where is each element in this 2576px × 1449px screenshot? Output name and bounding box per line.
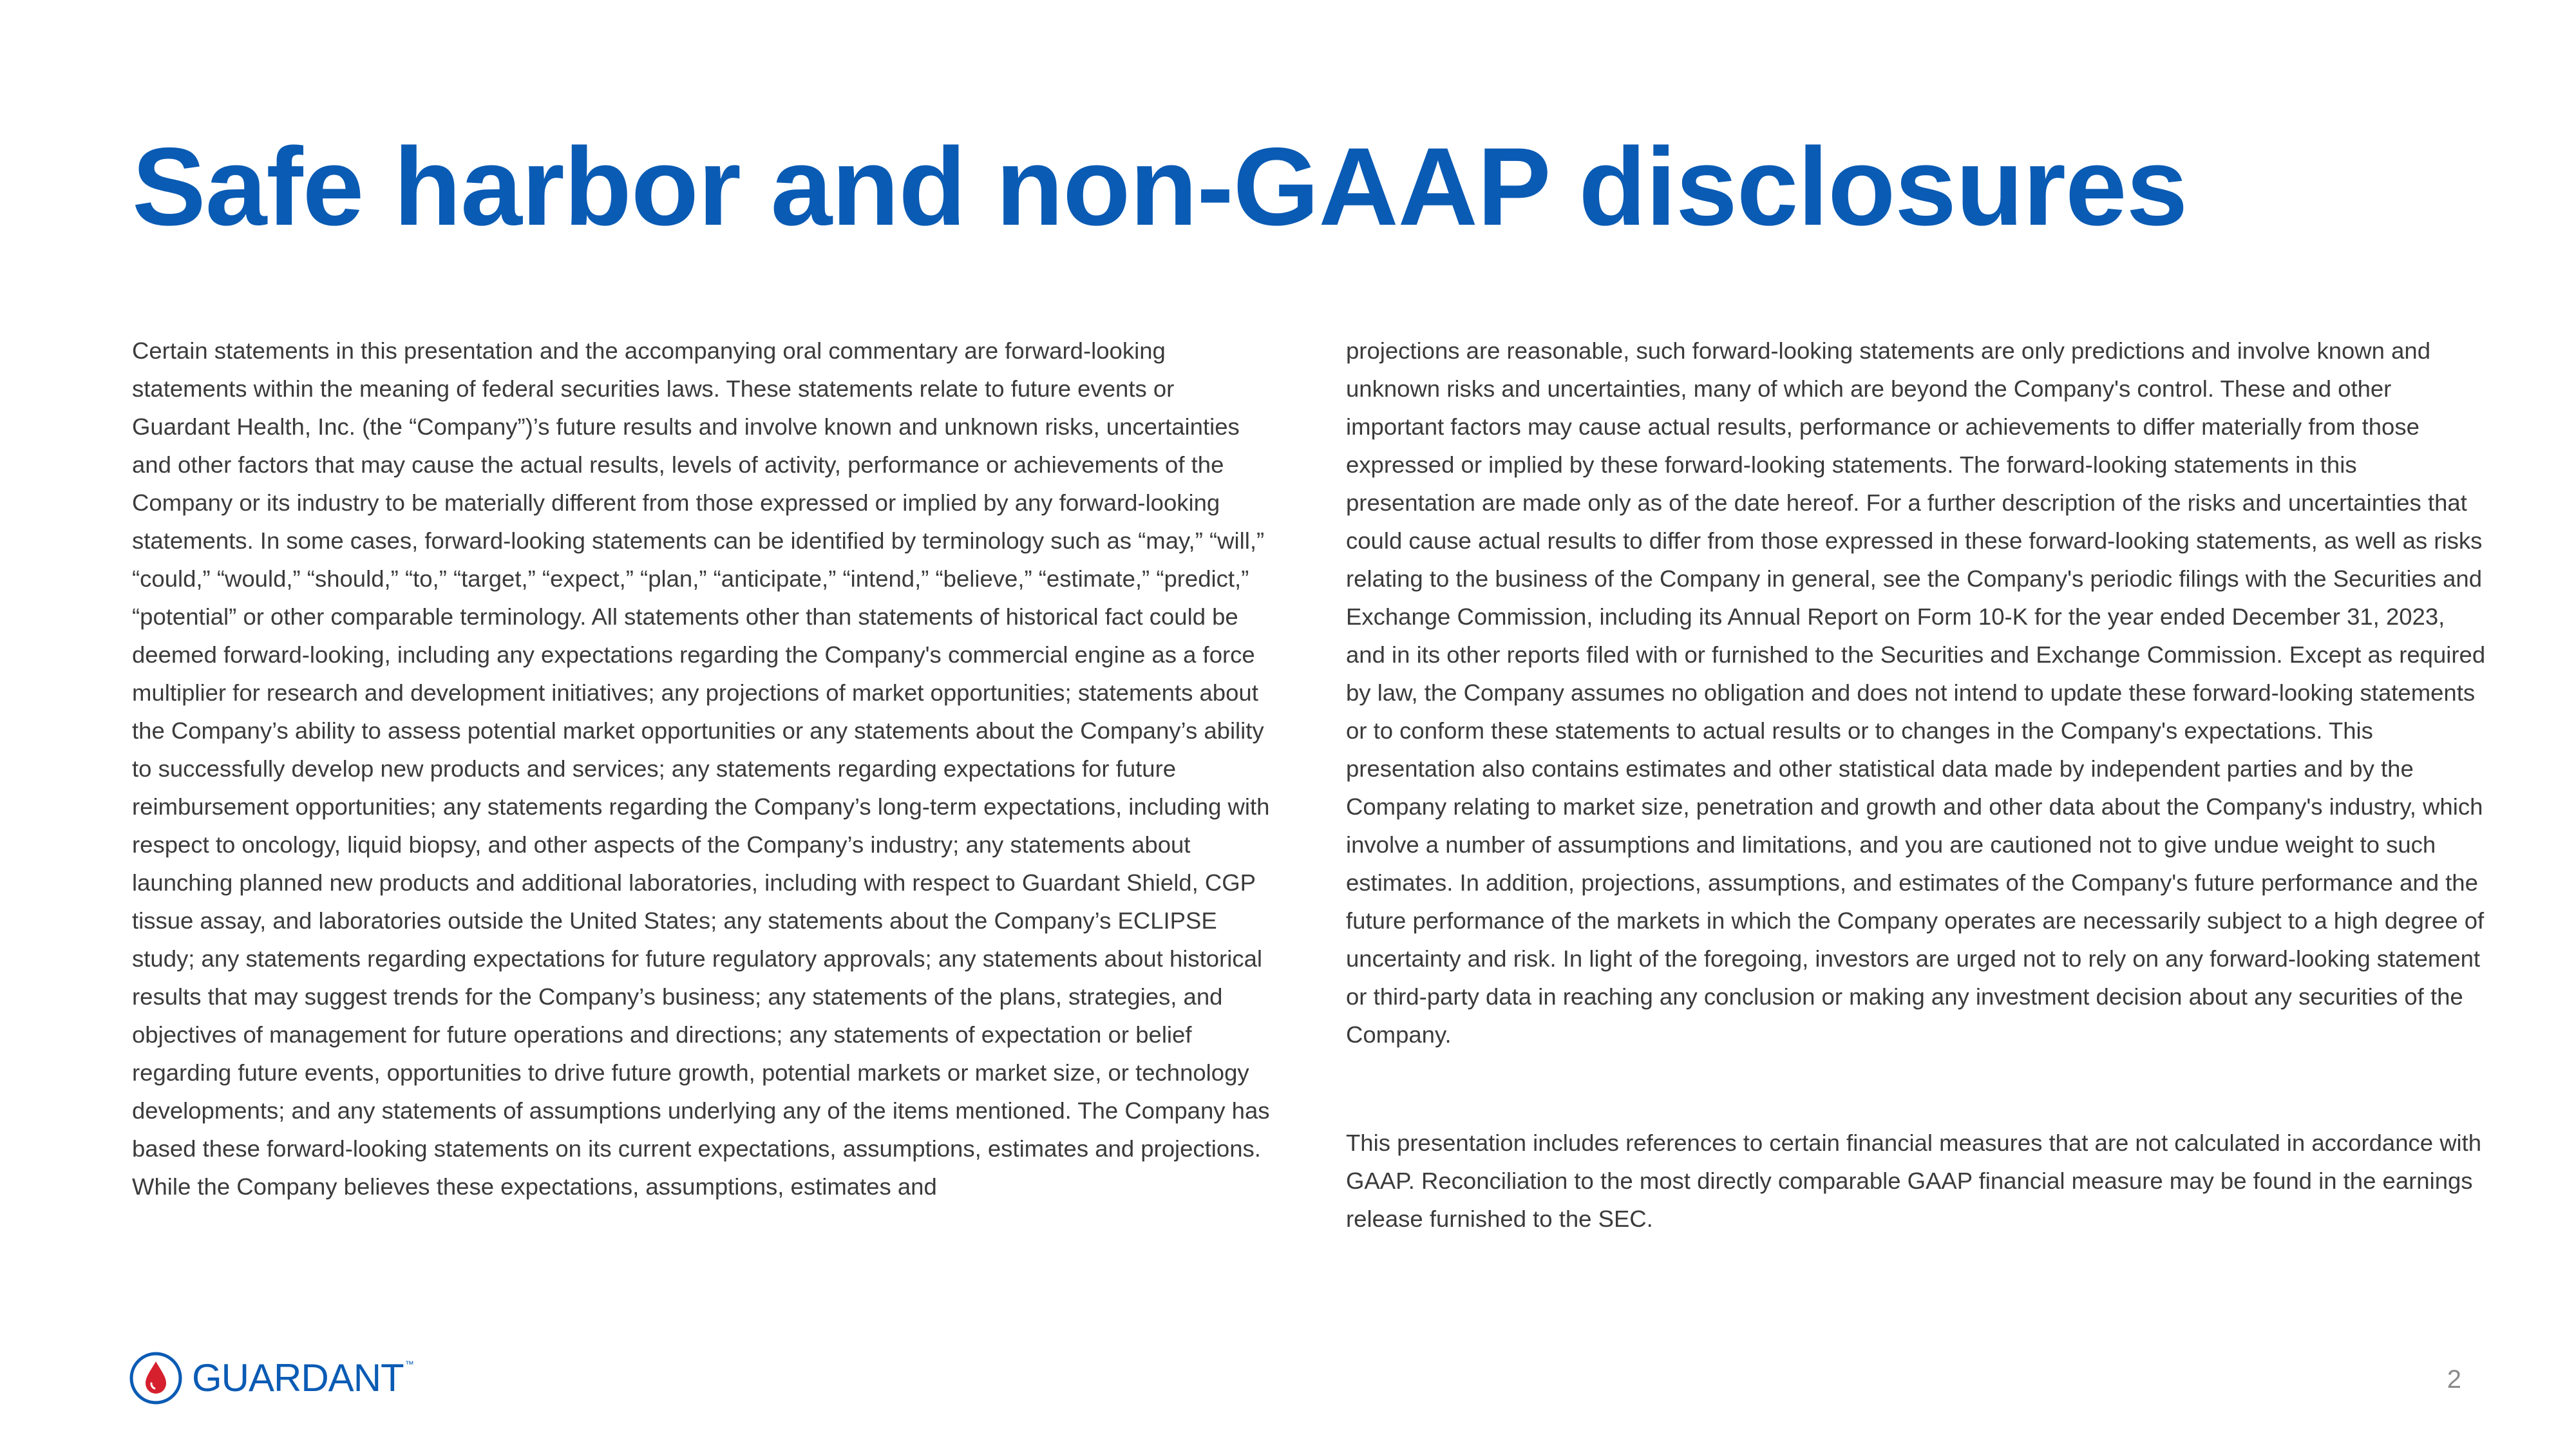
page-number: 2 bbox=[2447, 1365, 2461, 1394]
page-title: Safe harbor and non-GAAP disclosures bbox=[132, 125, 2188, 249]
safe-harbor-paragraph: Certain statements in this presentation and the accompanying oral commentary are forward-looking statements within the meaning of federal securities laws. These statements relate to future events or Guardant Health, Inc. (the “Company”)’s future results and involve known and unknown risks, uncertainties and other factors that may cause the actual results, levels of activity, performance or achievements of the Company or its industry to be materially different from those expressed or implied by any forward-looking statements. In some cases, forward-looking statements can be identified by terminology such as “may,” “will,” “could,” “would,” “should,” “to,” “target,” “expect,” “plan,” “anticipate,” “intend,” “believe,” “estimate,” “predict,” “potential” or other comparable terminology. All statements other than statements of historical fact could be deemed forward-looking, including any expectations regarding the Company's commercial engine as a force multiplier for research and development initiatives; any projections of market opportunities; statements about the Company’s ability to assess potential market opportunities or any statements about the Company’s ability to successfully develop new products and services; any statements regarding expectations for future reimbursement opportunities; any statements regarding the Company’s long-term expectations, including with respect to oncology, liquid biopsy, and other aspects of the Company’s industry; any statements about launching planned new products and additional laboratories, including with respect to Guardant Shield, CGP tissue assay, and laboratories outside the United States; any statements about the Company’s ECLIPSE study; any statements regarding expectations for future regulatory approvals; any statements about historical results that may suggest trends for the Company’s business; any statements of the plans, strategies, and objectives of management for future operations and directions; any statements of expectation or belief regarding future events, opportunities to drive future growth, potential markets or market size, or technology developments; and any statements of assumptions underlying any of the items mentioned. The Company has based these forward-looking statements on its current expectations, assumptions, estimates and projections. While the Company believes these expectations, assumptions, estimates and bbox=[132, 337, 1270, 1200]
guardant-logo bbox=[129, 1349, 413, 1407]
safe-harbor-paragraph-continued: projections are reasonable, such forward-looking statements are only predictions and involve known and unknown risks and uncertainties, many of which are beyond the Company's control. These and other important factors may cause actual results, performance or achievements to differ materially from those expressed or implied by these forward-looking statements. The forward-looking statements in this presentation are made only as of the date hereof. For a further description of the risks and uncertainties that could cause actual results to differ from those expressed in these forward-looking statements, as well as risks relating to the business of the Company in general, see the Company's periodic filings with the Securities and Exchange Commission, including its Annual Report on Form 10-K for the year ended December 31, 2023, and in its other reports filed with or furnished to the Securities and Exchange Commission. Except as required by law, the Company assumes no obligation and does not intend to update these forward-looking statements or to conform these statements to actual results or to changes in the Company's expectations. This presentation also contains estimates and other statistical data made by independent parties and by the Company relating to market size, penetration and growth and other data about the Company's industry, which involve a number of assumptions and limitations, and you are cautioned not to give undue weight to such estimates. In addition, projections, assumptions, and estimates of the Company's future performance and the future performance of the markets in which the Company operates are necessarily subject to a high degree of uncertainty and risk. In light of the foregoing, investors are urged not to rely on any forward-looking statement or third-party data in reaching any conclusion or making any investment decision about any securities of the Company. bbox=[1346, 337, 2486, 1048]
logo-wordmark bbox=[192, 1351, 413, 1405]
logo-text: GUARDANT bbox=[192, 1356, 404, 1399]
logo-trademark: ™ bbox=[404, 1359, 413, 1369]
non-gaap-paragraph: This presentation includes references to certain financial measures that are not calculated in accordance with GAAP. Reconciliation to the most directly comparable GAAP financial measure may be found in the earnings release furnished to the SEC. bbox=[1346, 1130, 2482, 1232]
blood-drop-icon bbox=[129, 1351, 183, 1405]
safe-harbor-right-column bbox=[1346, 332, 2486, 1238]
safe-harbor-left-column bbox=[132, 332, 1272, 1206]
